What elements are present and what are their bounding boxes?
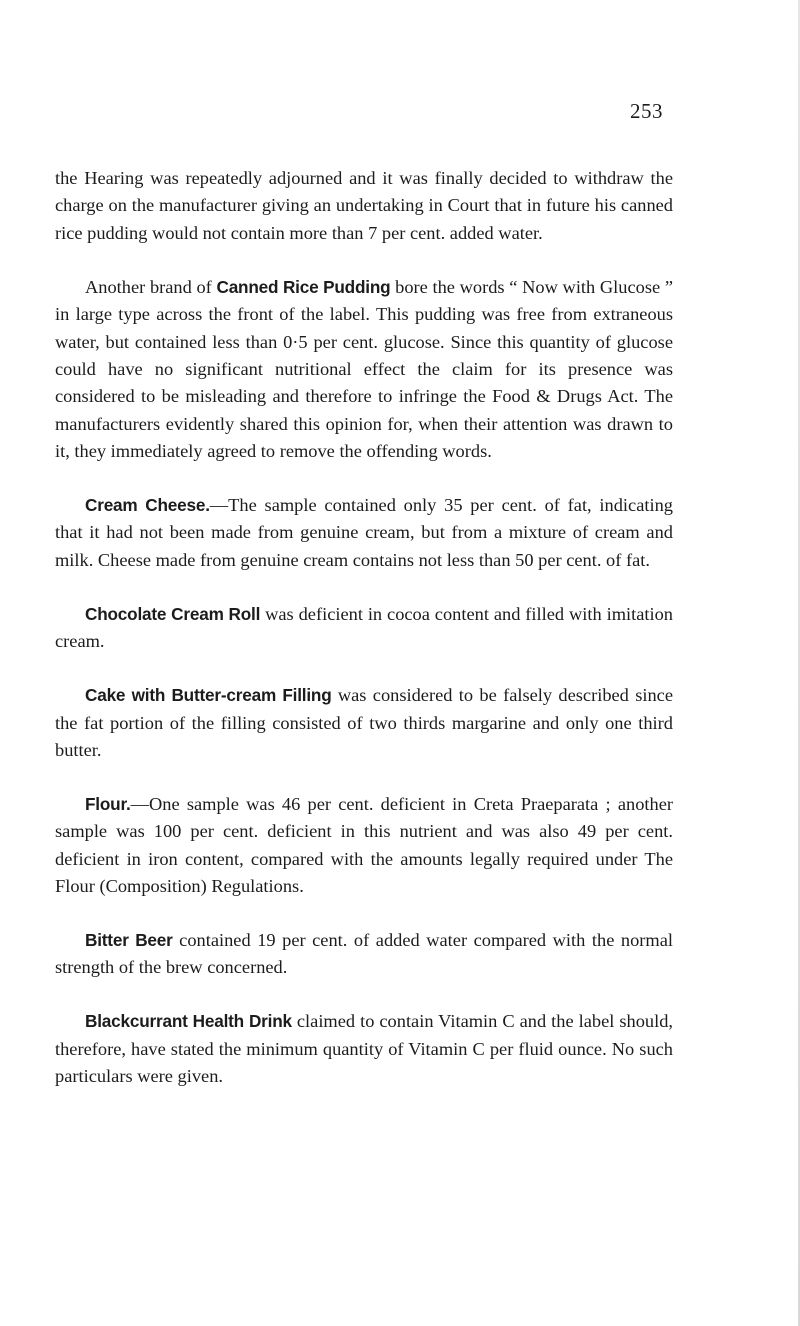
heading-chocolate-cream-roll: Chocolate Cream Roll bbox=[85, 603, 261, 624]
heading-blackcurrant-drink: Blackcurrant Health Drink bbox=[85, 1011, 292, 1032]
paragraph-chocolate-cream-roll bbox=[55, 601, 673, 656]
paragraph-text: —One sample was 46 per cent. deficient in Creta Praeparata ; another sample was 100 per cent. deficient in this nutrient and was also 49 per cent. deficient in iron content, compared with the amounts legally required under The Flour (Composition) Regulations. bbox=[55, 793, 673, 897]
paragraph-text: claimed to contain Vitamin C and the label should, therefore, have stated the minimum quantity of Vitamin C per fluid ounce. No such particulars were given. bbox=[55, 1011, 673, 1087]
heading-bitter-beer: Bitter Beer bbox=[85, 929, 173, 950]
paragraph-text: was deficient in cocoa content and filled with imitation cream. bbox=[55, 603, 673, 652]
heading-flour: Flour. bbox=[85, 793, 131, 814]
paragraph-canned-rice-pudding bbox=[55, 274, 673, 466]
paragraph-text: the Hearing was repeatedly adjourned and it was finally decided to withdraw the charge on the manufacturer giving an undertaking in Court that in future his canned rice pudding would not contain more than 7 per cent. added water. bbox=[55, 168, 673, 243]
paragraph-blackcurrant-drink bbox=[55, 1008, 673, 1090]
paragraph-cake-butter-cream bbox=[55, 682, 673, 764]
paragraph-bitter-beer bbox=[55, 927, 673, 982]
paragraph-text: bore the words “ Now with Glucose ” in large type across the front of the label. This pudding was free from extraneous water, but contained less than 0·5 per cent. glucose. Since this quantity of glucose could have no significant nutritional effect the claim for its presence was considered to be misleading and therefore to infringe the Food & Drugs Act. The manufacturers evidently shared this opinion for, when their attention was drawn to it, they immediately agreed to remove the offending words. bbox=[55, 276, 674, 462]
paragraph-cream-cheese bbox=[55, 492, 673, 574]
document-body bbox=[55, 165, 673, 1117]
paragraph-text: —The sample contained only 35 per cent. of fat, indicating that it had not been made from genuine cream, but from a mixture of cream and milk. Cheese made from genuine cream contains not less than 50 per cent. of fat. bbox=[55, 495, 673, 570]
heading-cake-butter-cream: Cake with Butter-cream Filling bbox=[85, 685, 332, 706]
paragraph-lead-in: Another brand of bbox=[85, 276, 217, 297]
heading-canned-rice-pudding: Canned Rice Pudding bbox=[216, 276, 391, 297]
paragraph-text: contained 19 per cent. of added water compared with the normal strength of the brew concerned. bbox=[55, 929, 673, 978]
paragraph-flour bbox=[55, 791, 673, 901]
paragraph-text: was considered to be falsely described since the fat portion of the filling consisted of two thirds margarine and only one third butter. bbox=[55, 685, 673, 760]
page-number: 253 bbox=[630, 99, 663, 123]
paragraph-rice-pudding-hearing bbox=[55, 165, 673, 247]
heading-cream-cheese: Cream Cheese. bbox=[85, 495, 210, 516]
